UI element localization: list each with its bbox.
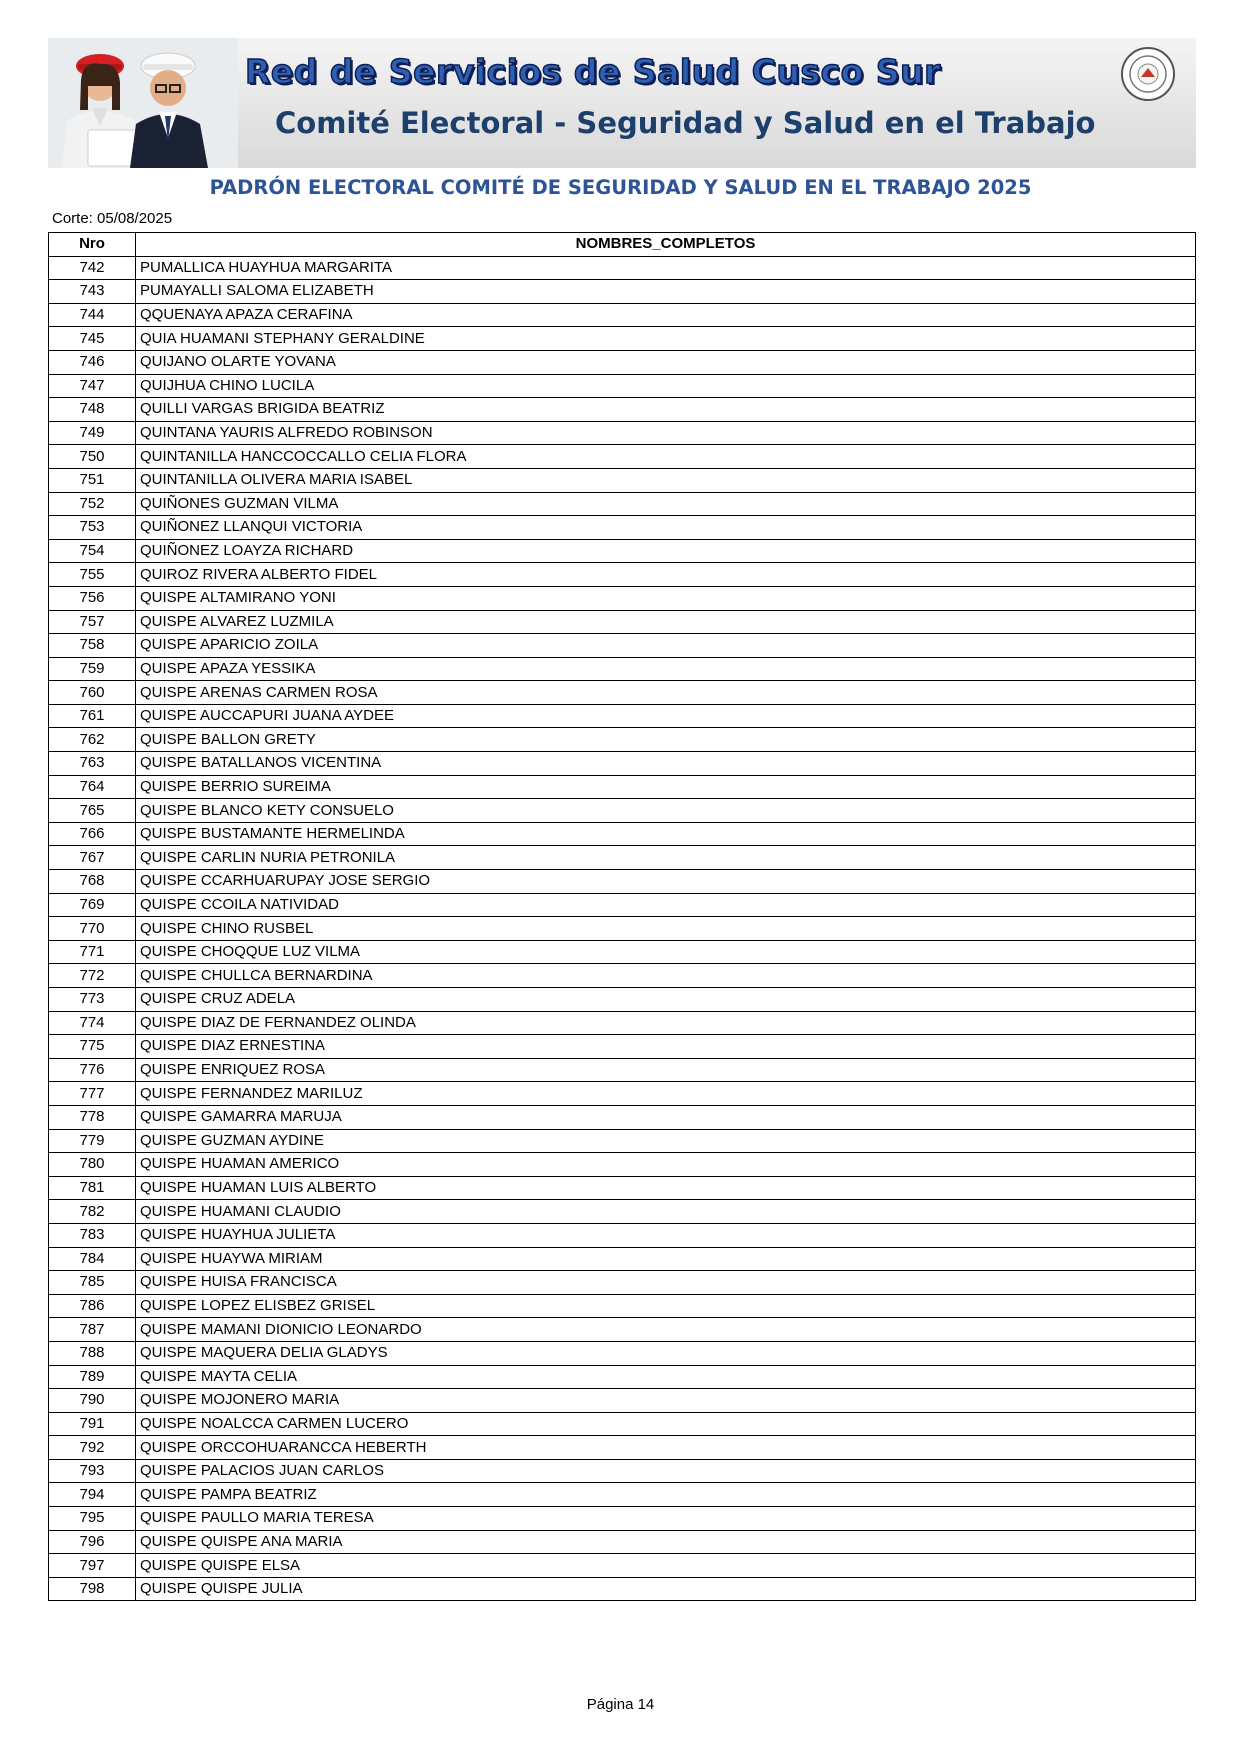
row-number: 796 (49, 1530, 136, 1554)
table-row (49, 1176, 1196, 1200)
table-row (49, 634, 1196, 658)
full-name: QQUENAYA APAZA CERAFINA (136, 303, 1196, 327)
full-name: QUISPE QUISPE ELSA (136, 1554, 1196, 1578)
full-name: QUISPE ENRIQUEZ ROSA (136, 1058, 1196, 1082)
banner-title: Red de Servicios de Salud Cusco Sur (245, 52, 941, 91)
full-name: QUISPE QUISPE JULIA (136, 1577, 1196, 1601)
full-name: QUISPE MAQUERA DELIA GLADYS (136, 1341, 1196, 1365)
full-name: QUISPE CRUZ ADELA (136, 988, 1196, 1012)
table-row (49, 1247, 1196, 1271)
full-name: QUINTANILLA HANCCOCCALLO CELIA FLORA (136, 445, 1196, 469)
full-name: QUISPE GAMARRA MARUJA (136, 1105, 1196, 1129)
full-name: QUISPE PALACIOS JUAN CARLOS (136, 1459, 1196, 1483)
row-number: 770 (49, 917, 136, 941)
table-row (49, 374, 1196, 398)
full-name: QUISPE DIAZ ERNESTINA (136, 1035, 1196, 1059)
full-name: QUISPE MAMANI DIONICIO LEONARDO (136, 1318, 1196, 1342)
full-name: QUIJHUA CHINO LUCILA (136, 374, 1196, 398)
table-row (49, 350, 1196, 374)
people-photo-icon (48, 38, 238, 168)
table-row (49, 421, 1196, 445)
full-name: QUIJANO OLARTE YOVANA (136, 350, 1196, 374)
row-number: 795 (49, 1507, 136, 1531)
row-number: 757 (49, 610, 136, 634)
table-row (49, 988, 1196, 1012)
row-number: 756 (49, 586, 136, 610)
row-number: 781 (49, 1176, 136, 1200)
row-number: 776 (49, 1058, 136, 1082)
row-number: 767 (49, 846, 136, 870)
table-row (49, 657, 1196, 681)
row-number: 784 (49, 1247, 136, 1271)
full-name: QUISPE CCOILA NATIVIDAD (136, 893, 1196, 917)
full-name: QUISPE CHOQQUE LUZ VILMA (136, 940, 1196, 964)
cutoff-date: Corte: 05/08/2025 (52, 210, 173, 227)
row-number: 782 (49, 1200, 136, 1224)
table-row (49, 516, 1196, 540)
table-row (49, 327, 1196, 351)
row-number: 797 (49, 1554, 136, 1578)
full-name: QUISPE HUISA FRANCISCA (136, 1271, 1196, 1295)
row-number: 747 (49, 374, 136, 398)
row-number: 790 (49, 1389, 136, 1413)
full-name: PUMALLICA HUAYHUA MARGARITA (136, 256, 1196, 280)
table-row (49, 775, 1196, 799)
table-row (49, 1318, 1196, 1342)
table-row (49, 256, 1196, 280)
row-number: 755 (49, 563, 136, 587)
row-number: 761 (49, 704, 136, 728)
row-number: 791 (49, 1412, 136, 1436)
row-number: 746 (49, 350, 136, 374)
institution-seal-icon (1120, 46, 1176, 102)
table-row (49, 445, 1196, 469)
table-row (49, 1389, 1196, 1413)
row-number: 775 (49, 1035, 136, 1059)
table-row (49, 1530, 1196, 1554)
row-number: 760 (49, 681, 136, 705)
table-row (49, 1035, 1196, 1059)
table-row (49, 1412, 1196, 1436)
row-number: 771 (49, 940, 136, 964)
table-row (49, 398, 1196, 422)
table-header-row (49, 233, 1196, 257)
full-name: QUISPE CARLIN NURIA PETRONILA (136, 846, 1196, 870)
row-number: 764 (49, 775, 136, 799)
full-name: QUISPE FERNANDEZ MARILUZ (136, 1082, 1196, 1106)
table-row (49, 940, 1196, 964)
table-row (49, 303, 1196, 327)
row-number: 785 (49, 1271, 136, 1295)
table-row (49, 1577, 1196, 1601)
column-header-nro: Nro (49, 233, 136, 257)
row-number: 765 (49, 799, 136, 823)
full-name: QUISPE HUAYWA MIRIAM (136, 1247, 1196, 1271)
row-number: 780 (49, 1153, 136, 1177)
row-number: 762 (49, 728, 136, 752)
full-name: QUISPE AUCCAPURI JUANA AYDEE (136, 704, 1196, 728)
banner-subtitle: Comité Electoral - Seguridad y Salud en el Trabajo (275, 106, 1096, 140)
table-row (49, 893, 1196, 917)
table-row (49, 280, 1196, 304)
row-number: 751 (49, 468, 136, 492)
table-row (49, 799, 1196, 823)
row-number: 772 (49, 964, 136, 988)
table-row (49, 752, 1196, 776)
row-number: 750 (49, 445, 136, 469)
row-number: 763 (49, 752, 136, 776)
table-row (49, 704, 1196, 728)
table-row (49, 1223, 1196, 1247)
table-row (49, 586, 1196, 610)
full-name: QUISPE BATALLANOS VICENTINA (136, 752, 1196, 776)
row-number: 744 (49, 303, 136, 327)
document-title: PADRÓN ELECTORAL COMITÉ DE SEGURIDAD Y SALUD EN EL TRABAJO 2025 (209, 176, 1032, 199)
full-name: QUISPE HUAMANI CLAUDIO (136, 1200, 1196, 1224)
table-row (49, 1459, 1196, 1483)
table-row (49, 1554, 1196, 1578)
row-number: 743 (49, 280, 136, 304)
table-row (49, 1153, 1196, 1177)
table-row (49, 728, 1196, 752)
table-row (49, 681, 1196, 705)
page-number: Página 14 (586, 1696, 655, 1713)
full-name: QUILLI VARGAS BRIGIDA BEATRIZ (136, 398, 1196, 422)
row-number: 749 (49, 421, 136, 445)
table-row (49, 468, 1196, 492)
full-name: QUISPE ARENAS CARMEN ROSA (136, 681, 1196, 705)
full-name: QUISPE DIAZ DE FERNANDEZ OLINDA (136, 1011, 1196, 1035)
row-number: 786 (49, 1294, 136, 1318)
full-name: QUISPE MOJONERO MARIA (136, 1389, 1196, 1413)
table-row (49, 492, 1196, 516)
table-row (49, 1341, 1196, 1365)
full-name: QUIROZ RIVERA ALBERTO FIDEL (136, 563, 1196, 587)
full-name: QUISPE ALTAMIRANO YONI (136, 586, 1196, 610)
row-number: 789 (49, 1365, 136, 1389)
row-number: 754 (49, 539, 136, 563)
table-row (49, 1011, 1196, 1035)
row-number: 798 (49, 1577, 136, 1601)
full-name: QUIÑONEZ LOAYZA RICHARD (136, 539, 1196, 563)
row-number: 759 (49, 657, 136, 681)
row-number: 768 (49, 870, 136, 894)
table-row (49, 964, 1196, 988)
full-name: QUIÑONES GUZMAN VILMA (136, 492, 1196, 516)
table-row (49, 1483, 1196, 1507)
table-row (49, 1294, 1196, 1318)
table-row (49, 1507, 1196, 1531)
row-number: 752 (49, 492, 136, 516)
full-name: QUISPE HUAMAN LUIS ALBERTO (136, 1176, 1196, 1200)
full-name: QUISPE APAZA YESSIKA (136, 657, 1196, 681)
row-number: 742 (49, 256, 136, 280)
full-name: QUISPE APARICIO ZOILA (136, 634, 1196, 658)
row-number: 777 (49, 1082, 136, 1106)
full-name: QUISPE BUSTAMANTE HERMELINDA (136, 822, 1196, 846)
row-number: 774 (49, 1011, 136, 1035)
row-number: 773 (49, 988, 136, 1012)
full-name: QUISPE QUISPE ANA MARIA (136, 1530, 1196, 1554)
table-row (49, 539, 1196, 563)
full-name: QUISPE PAULLO MARIA TERESA (136, 1507, 1196, 1531)
row-number: 794 (49, 1483, 136, 1507)
full-name: QUISPE PAMPA BEATRIZ (136, 1483, 1196, 1507)
table-row (49, 1105, 1196, 1129)
full-name: QUISPE MAYTA CELIA (136, 1365, 1196, 1389)
table-row (49, 870, 1196, 894)
full-name: QUISPE BALLON GRETY (136, 728, 1196, 752)
header-banner (48, 38, 1196, 168)
full-name: QUISPE LOPEZ ELISBEZ GRISEL (136, 1294, 1196, 1318)
table-row (49, 917, 1196, 941)
full-name: QUIA HUAMANI STEPHANY GERALDINE (136, 327, 1196, 351)
table-row (49, 563, 1196, 587)
column-header-names: NOMBRES_COMPLETOS (136, 233, 1196, 257)
table-row (49, 1129, 1196, 1153)
full-name: QUISPE GUZMAN AYDINE (136, 1129, 1196, 1153)
full-name: QUISPE CHULLCA BERNARDINA (136, 964, 1196, 988)
full-name: QUISPE CCARHUARUPAY JOSE SERGIO (136, 870, 1196, 894)
row-number: 788 (49, 1341, 136, 1365)
full-name: QUINTANA YAURIS ALFREDO ROBINSON (136, 421, 1196, 445)
full-name: QUISPE BERRIO SUREIMA (136, 775, 1196, 799)
full-name: QUIÑONEZ LLANQUI VICTORIA (136, 516, 1196, 540)
row-number: 793 (49, 1459, 136, 1483)
row-number: 766 (49, 822, 136, 846)
row-number: 779 (49, 1129, 136, 1153)
full-name: QUISPE HUAYHUA JULIETA (136, 1223, 1196, 1247)
full-name: QUISPE CHINO RUSBEL (136, 917, 1196, 941)
row-number: 748 (49, 398, 136, 422)
table-row (49, 846, 1196, 870)
full-name: QUISPE ALVAREZ LUZMILA (136, 610, 1196, 634)
row-number: 792 (49, 1436, 136, 1460)
row-number: 769 (49, 893, 136, 917)
row-number: 753 (49, 516, 136, 540)
table-body (49, 256, 1196, 1601)
row-number: 783 (49, 1223, 136, 1247)
full-name: QUISPE HUAMAN AMERICO (136, 1153, 1196, 1177)
full-name: PUMAYALLI SALOMA ELIZABETH (136, 280, 1196, 304)
table-row (49, 822, 1196, 846)
full-name: QUISPE BLANCO KETY CONSUELO (136, 799, 1196, 823)
full-name: QUINTANILLA OLIVERA MARIA ISABEL (136, 468, 1196, 492)
row-number: 745 (49, 327, 136, 351)
table-row (49, 1058, 1196, 1082)
table-row (49, 1365, 1196, 1389)
full-name: QUISPE NOALCCA CARMEN LUCERO (136, 1412, 1196, 1436)
row-number: 758 (49, 634, 136, 658)
table-row (49, 610, 1196, 634)
row-number: 787 (49, 1318, 136, 1342)
row-number: 778 (49, 1105, 136, 1129)
full-name: QUISPE ORCCOHUARANCCA HEBERTH (136, 1436, 1196, 1460)
table-row (49, 1436, 1196, 1460)
table-row (49, 1271, 1196, 1295)
voter-roll-table (48, 232, 1196, 1601)
table-row (49, 1200, 1196, 1224)
table-row (49, 1082, 1196, 1106)
